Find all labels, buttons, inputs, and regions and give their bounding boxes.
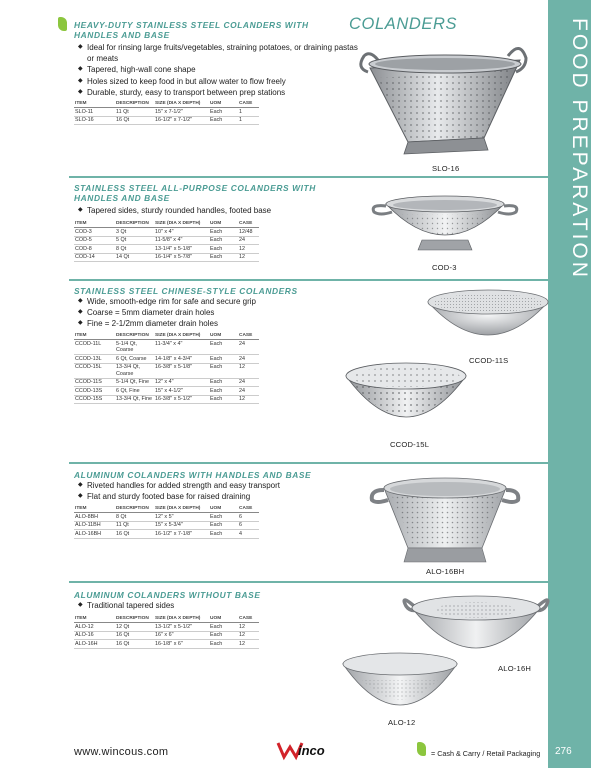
table-cell: Each: [209, 623, 238, 632]
winco-logo: [276, 741, 338, 759]
footer-legend: = Cash & Carry / Retail Packaging: [431, 749, 541, 758]
table-row: [74, 236, 259, 245]
column-header: DESCRIPTION: [115, 506, 154, 513]
bullet-item: ◆ Holes sized to keep food in but allow water to flow freely: [78, 76, 358, 87]
table-row: [74, 513, 259, 522]
section-divider: [69, 581, 548, 583]
product-table: [74, 333, 259, 404]
bullet-list: [78, 42, 358, 98]
table-cell: 16-1/4" x 5-7/8": [154, 253, 209, 262]
column-header: UOM: [209, 101, 238, 108]
bullet-list: [78, 480, 358, 502]
table-cell: Each: [209, 116, 238, 125]
bullet-item: ◆ Tapered sides, sturdy rounded handles, footed base: [78, 205, 358, 216]
image-caption: ALO-12: [388, 718, 416, 727]
section-title: ALUMINUM COLANDERS WITH HANDLES AND BASE: [74, 470, 312, 480]
column-header: CASE: [238, 506, 259, 513]
table-cell: Each: [209, 108, 238, 117]
table-cell: 14-1/8" x 4-3/4": [154, 355, 209, 364]
table-row: [74, 631, 259, 640]
table-cell: 16 Qt: [115, 116, 154, 125]
table-cell: Each: [209, 530, 238, 539]
table-cell: 16-1/2" x 7-1/2": [154, 116, 209, 125]
table-cell: 24: [238, 340, 259, 355]
table-cell: 13-1/2" x 5-1/2": [154, 623, 209, 632]
table-cell: 13-3/4 Qt, Coarse: [115, 363, 154, 378]
table-cell: 24: [238, 378, 259, 387]
table-cell: CCOD-11S: [74, 378, 115, 387]
table-cell: 5-1/4 Qt, Fine: [115, 378, 154, 387]
product-table: [74, 221, 259, 262]
column-header: CASE: [238, 616, 259, 623]
table-cell: 24: [238, 355, 259, 364]
image-caption: COD-3: [432, 263, 457, 272]
bullet-list: [78, 296, 358, 330]
table-cell: 11 Qt: [115, 521, 154, 530]
colander-image-cod3: [370, 186, 520, 258]
bullet-list: [78, 205, 358, 216]
image-caption: SLO-16: [432, 164, 460, 173]
table-cell: 6: [238, 513, 259, 522]
table-cell: Each: [209, 236, 238, 245]
table-cell: Each: [209, 395, 238, 404]
bullet-list: [78, 600, 358, 611]
column-header: UOM: [209, 616, 238, 623]
column-header: ITEM: [74, 333, 115, 340]
table-cell: 12: [238, 363, 259, 378]
table-cell: 8 Qt: [115, 513, 154, 522]
table-cell: 12: [238, 395, 259, 404]
table-row: [74, 116, 259, 125]
image-caption: CCOD-15L: [390, 440, 430, 449]
table-row: [74, 623, 259, 632]
table-cell: Each: [209, 253, 238, 262]
column-header: SIZE (DIA X DEPTH): [154, 101, 209, 108]
table-cell: ALO-11BH: [74, 521, 115, 530]
column-header: ITEM: [74, 616, 115, 623]
image-caption: ALO-16H: [498, 664, 532, 673]
table-cell: 12: [238, 245, 259, 254]
table-row: [74, 640, 259, 649]
table-cell: CCOD-13S: [74, 387, 115, 396]
table-cell: ALO-12: [74, 623, 115, 632]
bullet-item: ◆ Coarse = 5mm diameter drain holes: [78, 307, 358, 318]
table-cell: SLO-11: [74, 108, 115, 117]
column-header: UOM: [209, 221, 238, 228]
table-cell: 12: [238, 253, 259, 262]
table-cell: 13-1/4" x 5-1/8": [154, 245, 209, 254]
table-cell: Each: [209, 513, 238, 522]
table-cell: 16-1/8" x 6": [154, 640, 209, 649]
table-row: [74, 530, 259, 539]
leaf-icon: [417, 742, 426, 756]
table-cell: 12 Qt: [115, 623, 154, 632]
category-title: COLANDERS: [349, 15, 458, 33]
table-cell: 1: [238, 116, 259, 125]
table-cell: 1: [238, 108, 259, 117]
table-cell: Each: [209, 363, 238, 378]
page-number: 276: [555, 746, 572, 757]
table-cell: CCOD-15S: [74, 395, 115, 404]
table-cell: 16-3/8" x 5-1/2": [154, 395, 209, 404]
column-header: DESCRIPTION: [115, 616, 154, 623]
page-number-box: [548, 735, 591, 768]
bullet-item: ◆ Wide, smooth-edge rim for safe and secure grip: [78, 296, 358, 307]
product-table: [74, 101, 259, 125]
table-cell: 12: [238, 623, 259, 632]
table-cell: 12/48: [238, 228, 259, 237]
column-header: UOM: [209, 333, 238, 340]
bullet-item: ◆ Traditional tapered sides: [78, 600, 358, 611]
column-header: DESCRIPTION: [115, 333, 154, 340]
bullet-item: ◆ Fine = 2-1/2mm diameter drain holes: [78, 318, 358, 329]
table-cell: 15" x 5-3/4": [154, 521, 209, 530]
table-row: [74, 363, 259, 378]
table-cell: 16 Qt: [115, 640, 154, 649]
colander-image-alo12: [340, 650, 460, 720]
column-header: CASE: [238, 221, 259, 228]
column-header: UOM: [209, 506, 238, 513]
side-label: FOOD PREPARATION: [568, 18, 591, 280]
column-header: SIZE (DIA X DEPTH): [154, 616, 209, 623]
section-title: STAINLESS STEEL CHINESE-STYLE COLANDERS: [74, 286, 298, 296]
table-cell: Each: [209, 378, 238, 387]
table-row: [74, 228, 259, 237]
table-cell: Each: [209, 640, 238, 649]
table-cell: SLO-16: [74, 116, 115, 125]
table-cell: 5 Qt: [115, 236, 154, 245]
colander-image-ccod11s: [425, 288, 551, 354]
section-title: HEAVY-DUTY STAINLESS STEEL COLANDERS WITH HANDLES AND BASE: [74, 20, 309, 40]
table-cell: CCOD-13L: [74, 355, 115, 364]
table-cell: 6: [238, 521, 259, 530]
table-row: [74, 355, 259, 364]
table-row: [74, 395, 259, 404]
table-cell: Each: [209, 521, 238, 530]
table-cell: 11-3/4" x 4": [154, 340, 209, 355]
leaf-icon: [58, 17, 67, 31]
table-cell: 15" x 7-1/2": [154, 108, 209, 117]
table-cell: 3 Qt: [115, 228, 154, 237]
table-cell: 14 Qt: [115, 253, 154, 262]
section-title: STAINLESS STEEL ALL-PURPOSE COLANDERS WITH HANDLES AND BASE: [74, 183, 316, 203]
table-cell: 16 Qt: [115, 530, 154, 539]
column-header: SIZE (DIA X DEPTH): [154, 221, 209, 228]
table-cell: ALO-8BH: [74, 513, 115, 522]
website-link[interactable]: www.wincous.com: [74, 746, 169, 758]
table-row: [74, 108, 259, 117]
section-divider: [69, 176, 548, 178]
table-cell: COD-5: [74, 236, 115, 245]
colander-image-ccod15l: [342, 360, 470, 434]
table-cell: 16-3/8" x 5-1/8": [154, 363, 209, 378]
column-header: CASE: [238, 101, 259, 108]
table-cell: ALO-16BH: [74, 530, 115, 539]
table-cell: 24: [238, 387, 259, 396]
table-cell: 12: [238, 631, 259, 640]
bullet-item: ◆ Riveted handles for added strength and easy transport: [78, 480, 358, 491]
table-cell: 11-5/8" x 4": [154, 236, 209, 245]
table-row: [74, 521, 259, 530]
table-cell: 12: [238, 640, 259, 649]
table-cell: 5-1/4 Qt, Coarse: [115, 340, 154, 355]
table-cell: COD-8: [74, 245, 115, 254]
table-cell: CCOD-11L: [74, 340, 115, 355]
table-cell: 16" x 6": [154, 631, 209, 640]
bullet-item: ◆ Durable, sturdy, easy to transport between prep stations: [78, 87, 358, 98]
column-header: SIZE (DIA X DEPTH): [154, 506, 209, 513]
table-cell: 10" x 4": [154, 228, 209, 237]
product-table: [74, 506, 259, 539]
table-cell: 15" x 4-1/2": [154, 387, 209, 396]
section-divider: [69, 462, 548, 464]
product-table: [74, 616, 259, 649]
bullet-item: ◆ Ideal for rinsing large fruits/vegetables, straining potatoes, or draining pastas or meats: [78, 42, 358, 64]
bullet-item: ◆ Tapered, high-wall cone shape: [78, 64, 358, 75]
table-cell: 16 Qt: [115, 631, 154, 640]
column-header: ITEM: [74, 221, 115, 228]
table-row: [74, 253, 259, 262]
column-header: CASE: [238, 333, 259, 340]
table-cell: 13-3/4 Qt, Fine: [115, 395, 154, 404]
section-title: ALUMINUM COLANDERS WITHOUT BASE: [74, 590, 261, 600]
colander-image-slo16: [360, 38, 530, 163]
table-cell: Each: [209, 631, 238, 640]
table-cell: Each: [209, 355, 238, 364]
table-cell: 4: [238, 530, 259, 539]
column-header: SIZE (DIA X DEPTH): [154, 333, 209, 340]
column-header: ITEM: [74, 506, 115, 513]
bullet-item: ◆ Flat and sturdy footed base for raised draining: [78, 491, 358, 502]
column-header: DESCRIPTION: [115, 101, 154, 108]
column-header: ITEM: [74, 101, 115, 108]
table-cell: 16-1/2" x 7-1/8": [154, 530, 209, 539]
table-row: [74, 387, 259, 396]
table-cell: Each: [209, 340, 238, 355]
table-cell: COD-14: [74, 253, 115, 262]
table-cell: Each: [209, 387, 238, 396]
table-cell: ALO-16H: [74, 640, 115, 649]
table-cell: Each: [209, 228, 238, 237]
table-cell: 12" x 5": [154, 513, 209, 522]
colander-image-alo16bh: [370, 470, 520, 570]
table-row: [74, 245, 259, 254]
table-cell: 6 Qt, Coarse: [115, 355, 154, 364]
table-row: [74, 378, 259, 387]
svg-text:inco: inco: [298, 743, 325, 758]
table-cell: ALO-16: [74, 631, 115, 640]
table-cell: Each: [209, 245, 238, 254]
table-cell: CCOD-15L: [74, 363, 115, 378]
image-caption: CCOD-11S: [469, 356, 509, 365]
table-cell: 8 Qt: [115, 245, 154, 254]
table-cell: 6 Qt, Fine: [115, 387, 154, 396]
table-cell: COD-3: [74, 228, 115, 237]
table-cell: 12" x 4": [154, 378, 209, 387]
column-header: DESCRIPTION: [115, 221, 154, 228]
image-caption: ALO-16BH: [426, 567, 465, 576]
table-row: [74, 340, 259, 355]
table-cell: 24: [238, 236, 259, 245]
section-divider: [69, 279, 548, 281]
table-cell: 11 Qt: [115, 108, 154, 117]
